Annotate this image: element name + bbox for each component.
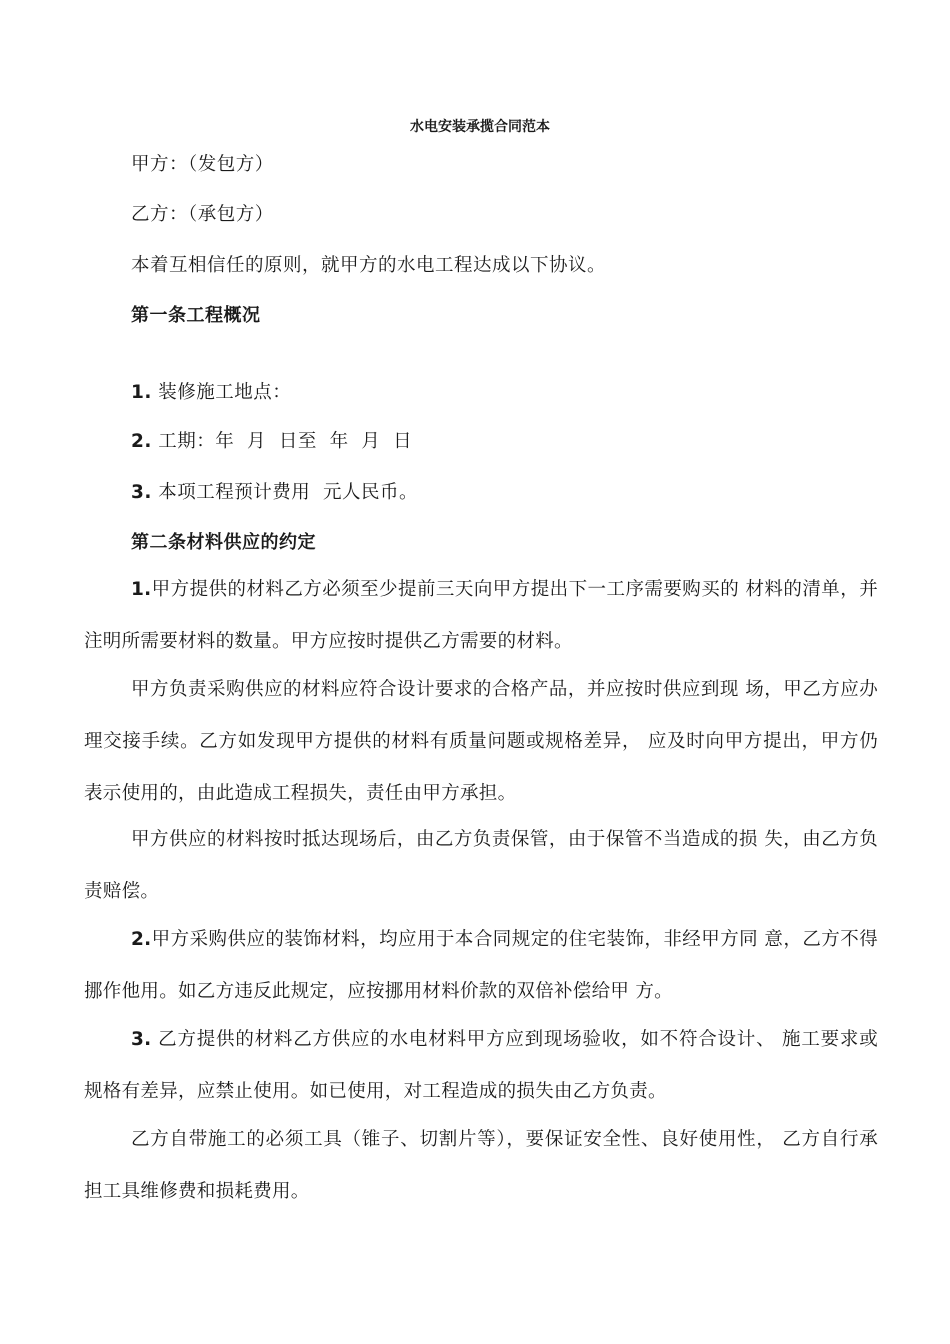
item-text: 工期：年 月 日至 年 月 日 [158, 431, 413, 452]
party-b-line: 乙方：（承包方） [131, 204, 274, 225]
party-a-line: 甲方：（发包方） [131, 154, 274, 175]
section-2-paragraph-5 [84, 1014, 878, 1118]
paragraph-number: 2. [131, 929, 152, 950]
section-2-paragraph-1 [84, 564, 878, 668]
section-1-item [131, 378, 291, 404]
item-number: 3. [131, 482, 152, 503]
paragraph-number: 3. [131, 1029, 152, 1050]
intro-line: 本着互相信任的原则，就甲方的水电工程达成以下协议。 [131, 255, 607, 276]
paragraph-text: 乙方提供的材料乙方供应的水电材料甲方应到现场验收，如不符合设计、 施工要求或规格有差异，应禁止使用。如已使用，对工程造成的损失由乙方负责。 [84, 1029, 878, 1102]
item-number: 2. [131, 431, 152, 452]
item-number: 1. [131, 382, 152, 403]
section-2-paragraph-2: 甲方负责采购供应的材料应符合设计要求的合格产品，并应按时供应到现 场，甲乙方应办理交接手续。乙方如发现甲方提供的材料有质量问题或规格差异， 应及时向甲方提出，甲方仍表示使用的，由此造成工程损失，责任由甲方承担。 [84, 679, 878, 804]
section-1-item [131, 478, 418, 504]
document-title: 水电安装承揽合同范本 [410, 119, 550, 135]
paragraph-text: 甲方提供的材料乙方必须至少提前三天向甲方提出下一工序需要购买的 材料的清单，并注明所需要材料的数量。甲方应按时提供乙方需要的材料。 [84, 579, 878, 652]
paragraph-text: 甲方采购供应的装饰材料，均应用于本合同规定的住宅装饰，非经甲方同 意，乙方不得挪作他用。如乙方违反此规定，应按挪用材料价款的双倍补偿给甲 方。 [84, 929, 878, 1002]
paragraph-number: 1. [131, 579, 152, 600]
section-1-item [131, 427, 412, 453]
section-2-paragraph-3: 甲方供应的材料按时抵达现场后，由乙方负责保管，由于保管不当造成的损 失，由乙方负责赔偿。 [84, 829, 878, 902]
item-text: 本项工程预计费用 元人民币。 [158, 482, 419, 503]
section-1-heading: 第一条工程概况 [131, 305, 261, 326]
section-2-paragraph-4 [84, 914, 878, 1018]
item-text: 装修施工地点： [158, 382, 292, 403]
section-2-paragraph-6: 乙方自带施工的必须工具（锥子、切割片等），要保证安全性、良好使用性， 乙方自行承担工具维修费和损耗费用。 [84, 1129, 878, 1202]
section-2-heading: 第二条材料供应的约定 [131, 532, 316, 553]
